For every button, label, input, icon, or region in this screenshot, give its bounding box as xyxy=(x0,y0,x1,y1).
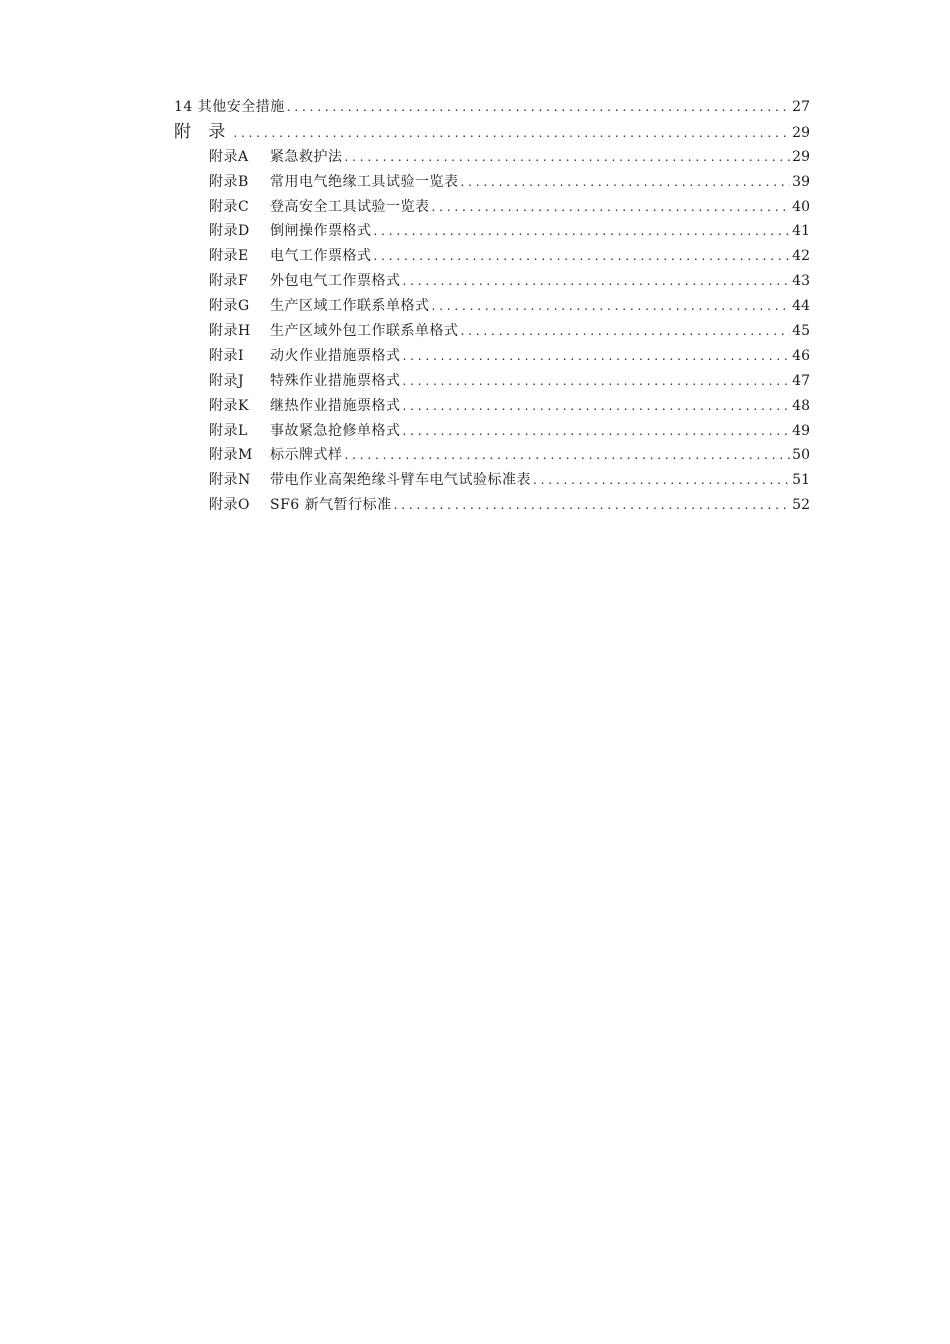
toc-entry-title: 生产区域工作联系单格式 xyxy=(270,298,430,315)
toc-entry-code: 附录L xyxy=(209,422,248,439)
toc-entry-title: 事故紧急抢修单格式 xyxy=(270,422,401,439)
toc-entry-code: 附录N xyxy=(209,472,251,489)
toc-entry-page: 27 xyxy=(792,99,810,115)
dot-leader xyxy=(403,419,791,444)
toc-entry-page: 50 xyxy=(792,447,810,464)
toc-entry-14[interactable] xyxy=(174,95,810,120)
toc-entry-appendix-n[interactable] xyxy=(174,468,810,493)
toc-entry-page: 39 xyxy=(792,173,810,190)
toc-entry-title: 电气工作票格式 xyxy=(270,248,372,265)
toc-entry-page: 44 xyxy=(792,298,810,315)
toc-entry-page: 52 xyxy=(792,497,810,514)
toc-entry-title: 附 录 xyxy=(174,121,232,142)
toc-entry-title: 带电作业高架绝缘斗臂车电气试验标准表 xyxy=(270,472,531,489)
toc-entry-code: 附录D xyxy=(209,223,250,240)
dot-leader xyxy=(374,219,791,244)
toc-entry-page: 41 xyxy=(792,223,810,240)
dot-leader xyxy=(345,443,791,468)
dot-leader xyxy=(394,493,790,518)
toc-entry-appendix-e[interactable] xyxy=(174,244,810,269)
toc-entry-page: 47 xyxy=(792,372,810,389)
dot-leader xyxy=(403,269,791,294)
dot-leader xyxy=(461,319,791,344)
toc-entry-page: 29 xyxy=(792,148,810,165)
toc-entry-page: 49 xyxy=(792,422,810,439)
toc-entry-code: 附录K xyxy=(209,397,249,414)
toc-entry-title: 紧急救护法 xyxy=(270,148,343,165)
toc-entry-title: 标示牌式样 xyxy=(270,447,343,464)
toc-entry-appendix-a[interactable] xyxy=(174,145,810,170)
dot-leader xyxy=(403,369,791,394)
toc-entry-appendix-heading[interactable] xyxy=(174,120,810,145)
toc-entry-code: 附录F xyxy=(209,273,249,290)
dot-leader xyxy=(403,394,791,419)
toc-entry-page: 29 xyxy=(792,124,810,141)
toc-entry-page: 43 xyxy=(792,273,810,290)
toc-entry-title: 特殊作业措施票格式 xyxy=(270,372,401,389)
toc-entry-title: 常用电气绝缘工具试验一览表 xyxy=(270,173,459,190)
toc-entry-code: 附录A xyxy=(209,148,249,165)
dot-leader xyxy=(432,294,791,319)
toc-entry-page: 46 xyxy=(792,347,810,364)
toc-entry-code: 附录C xyxy=(209,198,250,215)
toc-entry-appendix-j[interactable] xyxy=(174,369,810,394)
table-of-contents xyxy=(174,95,810,518)
toc-entry-appendix-o[interactable] xyxy=(174,493,810,518)
toc-entry-code: 附录G xyxy=(209,298,250,315)
toc-entry-title: 14 其他安全措施 xyxy=(174,99,285,115)
toc-entry-appendix-d[interactable] xyxy=(174,219,810,244)
toc-entry-page: 42 xyxy=(792,248,810,265)
toc-entry-appendix-m[interactable] xyxy=(174,443,810,468)
toc-entry-title: 倒闸操作票格式 xyxy=(270,223,372,240)
toc-entry-appendix-c[interactable] xyxy=(174,195,810,220)
toc-entry-code: 附录O xyxy=(209,497,250,514)
toc-entry-code: 附录E xyxy=(209,248,249,265)
dot-leader xyxy=(287,95,790,120)
dot-leader xyxy=(233,121,790,146)
toc-entry-code: 附录J xyxy=(209,372,245,389)
toc-entry-title: SF6 新气暂行标准 xyxy=(270,497,392,514)
toc-entry-appendix-b[interactable] xyxy=(174,170,810,195)
toc-entry-code: 附录H xyxy=(209,323,251,340)
toc-entry-code: 附录M xyxy=(209,447,253,464)
toc-entry-appendix-f[interactable] xyxy=(174,269,810,294)
dot-leader xyxy=(403,344,791,369)
toc-entry-code: 附录I xyxy=(209,347,245,364)
toc-entry-title: 继热作业措施票格式 xyxy=(270,397,401,414)
toc-entry-title: 动火作业措施票格式 xyxy=(270,347,401,364)
toc-entry-page: 48 xyxy=(792,397,810,414)
toc-entry-page: 45 xyxy=(792,323,810,340)
toc-entry-appendix-i[interactable] xyxy=(174,344,810,369)
toc-entry-page: 51 xyxy=(792,472,810,489)
dot-leader xyxy=(533,468,790,493)
dot-leader xyxy=(345,145,791,170)
toc-entry-appendix-k[interactable] xyxy=(174,394,810,419)
toc-entry-appendix-l[interactable] xyxy=(174,419,810,444)
toc-entry-page: 40 xyxy=(792,198,810,215)
toc-entry-title: 外包电气工作票格式 xyxy=(270,273,401,290)
toc-entry-code: 附录B xyxy=(209,173,249,190)
dot-leader xyxy=(432,195,791,220)
dot-leader xyxy=(461,170,791,195)
toc-entry-appendix-h[interactable] xyxy=(174,319,810,344)
toc-entry-title: 登高安全工具试验一览表 xyxy=(270,198,430,215)
toc-entry-appendix-g[interactable] xyxy=(174,294,810,319)
toc-entry-title: 生产区域外包工作联系单格式 xyxy=(270,323,459,340)
dot-leader xyxy=(374,244,791,269)
